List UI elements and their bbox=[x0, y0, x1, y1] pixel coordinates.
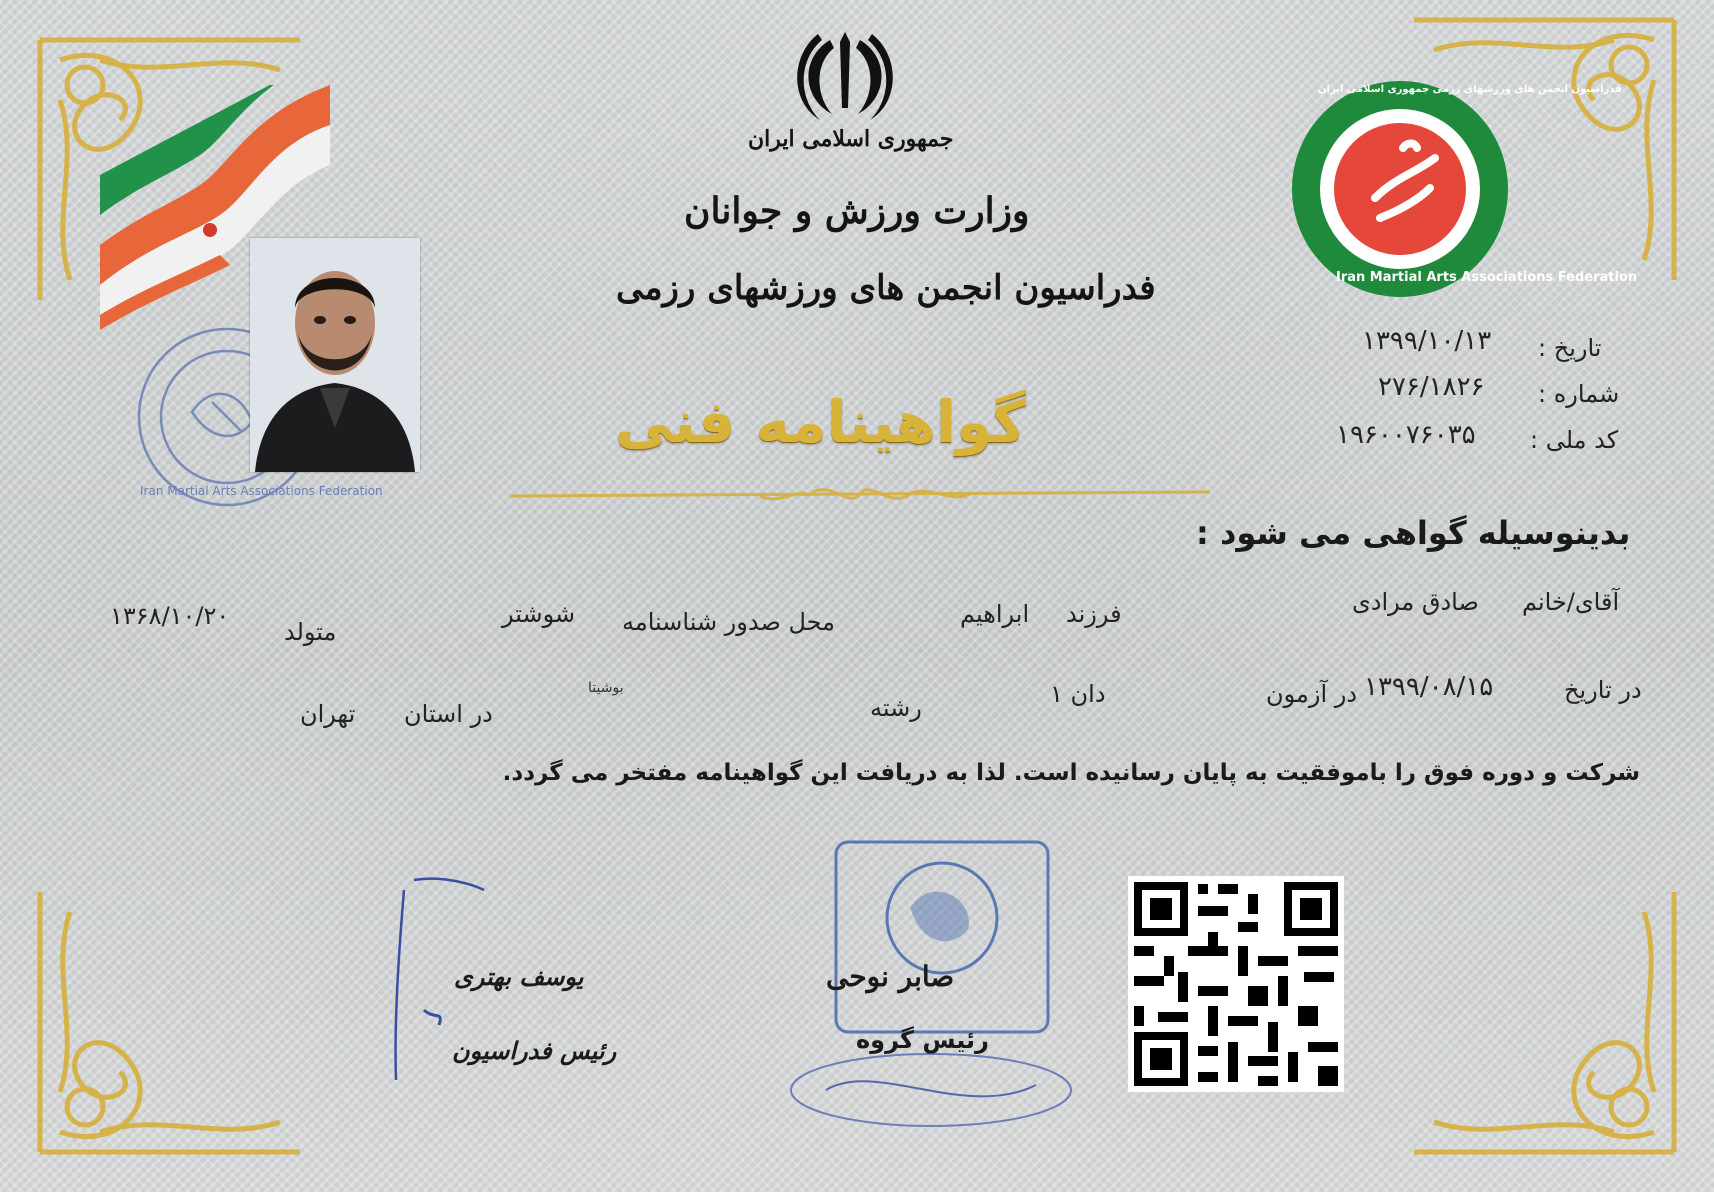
intro-text: بدینوسیله گواهی می شود : bbox=[1196, 514, 1631, 552]
exam-date-label: در تاریخ bbox=[1564, 676, 1642, 704]
federation-logo-icon bbox=[1285, 78, 1515, 300]
issue-place-label: محل صدور شناسنامه bbox=[622, 608, 835, 636]
father-name-value: ابراهیم bbox=[960, 600, 1030, 628]
exam-label: در آزمون bbox=[1266, 680, 1358, 708]
province-value: تهران bbox=[300, 700, 356, 728]
holder-photo bbox=[250, 238, 420, 472]
federation-head-title: رئیس فدراسیون bbox=[452, 1036, 617, 1065]
stamp-oval bbox=[786, 1050, 1076, 1130]
field-handwritten: بوشیتا bbox=[588, 680, 624, 696]
national-code-value: ۱۹۶۰۰۷۶۰۳۵ bbox=[1336, 420, 1476, 450]
divider-ornament bbox=[510, 474, 1210, 514]
certificate-title: گواهینامه فنی bbox=[615, 388, 1026, 456]
ornament-bottom-right bbox=[1394, 872, 1694, 1172]
closing-text: شرکت و دوره فوق را باموفقیت به پایان رسانیده است. لذا به دریافت این گواهینامه مفتخر می گردد. bbox=[502, 760, 1640, 786]
field-label: رشته bbox=[870, 694, 922, 722]
group-head-name: صابر نوحی bbox=[826, 960, 955, 993]
ministry-name: وزارت ورزش و جوانان bbox=[684, 190, 1030, 232]
qr-code-icon[interactable] bbox=[1128, 876, 1344, 1092]
number-value: ۲۷۶/۱۸۲۶ bbox=[1378, 372, 1485, 402]
child-of-label: فرزند bbox=[1066, 600, 1122, 628]
province-label: در استان bbox=[404, 700, 493, 728]
national-code-label: کد ملی : bbox=[1530, 426, 1619, 454]
date-value: ۱۳۹۹/۱۰/۱۳ bbox=[1362, 326, 1492, 356]
country-name: جمهوری اسلامی ایران bbox=[748, 126, 954, 152]
issue-place-value: شوشتر bbox=[502, 600, 576, 628]
number-label: شماره : bbox=[1538, 380, 1620, 408]
name-label: آقای/خانم bbox=[1522, 588, 1620, 616]
stamp-left-caption: Iran Martial Arts Associations Federation bbox=[140, 484, 383, 498]
logo-caption-en: Iran Martial Arts Associations Federation bbox=[1336, 270, 1638, 285]
iran-emblem-icon bbox=[790, 28, 900, 120]
federation-head-name: یوسف بهتری bbox=[454, 962, 584, 991]
group-head-title: رئیس گروه bbox=[856, 1026, 989, 1054]
birth-label: متولد bbox=[284, 618, 337, 646]
dan-value: دان ۱ bbox=[1050, 680, 1106, 708]
federation-name: فدراسیون انجمن های ورزشهای رزمی bbox=[616, 268, 1156, 308]
birth-date-value: ۱۳۶۸/۱۰/۲۰ bbox=[110, 602, 230, 630]
stamp-center bbox=[832, 838, 1052, 1038]
ornament-bottom-left bbox=[20, 872, 320, 1172]
logo-caption-fa: فدراسیون انجمن های ورزشهای رزمی جمهوری اسلامی ایران bbox=[1318, 84, 1622, 95]
date-label: تاریخ : bbox=[1538, 334, 1602, 362]
name-value: صادق مرادی bbox=[1352, 588, 1479, 616]
exam-date-value: ۱۳۹۹/۰۸/۱۵ bbox=[1364, 672, 1494, 702]
